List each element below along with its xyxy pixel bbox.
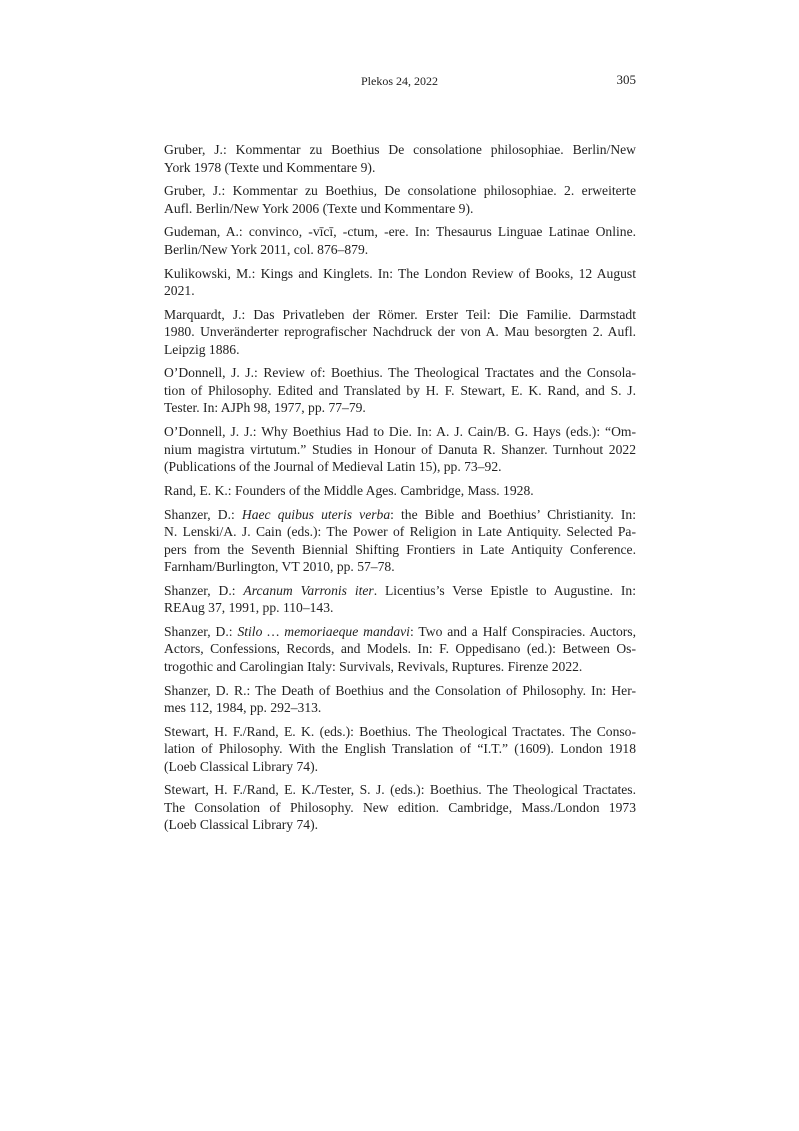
entry-line — [164, 306, 636, 324]
entry-text: Gudeman, A.: convinco, -vīcī, -ctum, -ere. In: Thesaurus Linguae Latinae Online. — [164, 224, 636, 240]
entry-line — [164, 541, 636, 559]
entry-line — [164, 200, 636, 218]
bibliography-entry — [164, 306, 636, 359]
entry-text: Stewart, H. F./Rand, E. K. (eds.): Boethius. The Theological Tractates. The Conso- — [164, 723, 636, 739]
entry-text: nium magistra virtutum.” Studies in Honour of Danuta R. Shanzer. Turnhout 2022 — [164, 441, 636, 457]
entry-text: Actors, Confessions, Records, and Models. In: F. Oppedisano (ed.): Between Os- — [164, 641, 636, 657]
entry-line — [164, 159, 636, 177]
entry-text: trogothic and Carolingian Italy: Survivals, Revivals, Ruptures. Firenze 2022. — [164, 658, 583, 674]
entry-text: tion of Philosophy. Edited and Translated by H. F. Stewart, E. K. Rand, and S. J. — [164, 382, 636, 398]
entry-text: . Licentius’s Verse Epistle to Augustine. In: — [373, 582, 636, 598]
entry-text: Stewart, H. F./Rand, E. K./Tester, S. J. (eds.): Boethius. The Theological Tractates. — [164, 782, 636, 798]
entry-text: (Loeb Classical Library 74). — [164, 758, 319, 774]
entry-text: Gruber, J.: Kommentar zu Boethius De consolatione philosophiae. Berlin/New — [164, 142, 636, 157]
bibliography-entry — [164, 506, 636, 576]
bibliography-entry — [164, 781, 636, 834]
bibliography-entry — [164, 623, 636, 676]
entry-text: Shanzer, D.: — [164, 582, 244, 598]
entry-line — [164, 506, 636, 524]
entry-text: : the Bible and Boethius’ Christianity. In: — [390, 506, 637, 522]
entry-text: lation of Philosophy. With the English Translation of “I.T.” (1609). London 1918 — [164, 741, 636, 757]
entry-line — [164, 723, 636, 741]
entry-line — [164, 241, 636, 259]
entry-line — [164, 223, 636, 241]
entry-line — [164, 582, 636, 600]
entry-text: Marquardt, J.: Das Privatleben der Römer. Erster Teil: Die Familie. Darmstadt — [164, 306, 636, 322]
entry-line — [164, 640, 636, 658]
entry-line — [164, 441, 636, 459]
entry-text: Tester. In: AJPh 98, 1977, pp. 77–79. — [164, 400, 366, 416]
entry-text: pers from the Seventh Biennial Shifting Frontiers in Late Antiquity Conference. — [164, 541, 636, 557]
entry-text: Shanzer, D.: — [164, 506, 242, 522]
entry-line — [164, 182, 636, 200]
entry-text: Shanzer, D. R.: The Death of Boethius and the Consolation of Philosophy. In: Her- — [164, 682, 636, 698]
entry-text: (Publications of the Journal of Medieval Latin 15), pp. 73–92. — [164, 459, 502, 475]
entry-line — [164, 282, 636, 300]
entry-text: N. Lenski/A. J. Cain (eds.): The Power of Religion in Late Antiquity. Selected Pa- — [164, 524, 636, 539]
entry-line — [164, 699, 636, 717]
entry-text: O’Donnell, J. J.: Why Boethius Had to Die. In: A. J. Cain/B. G. Hays (eds.): “Om- — [164, 424, 636, 440]
entry-line — [164, 758, 636, 776]
italic-title: Stilo … memoriaeque mandavi — [237, 623, 410, 639]
entry-line — [164, 364, 636, 382]
running-header: Plekos 24, 2022 — [360, 74, 438, 88]
entry-text: Aufl. Berlin/New York 2006 (Texte und Kommentare 9). — [164, 200, 474, 216]
entry-line — [164, 341, 636, 359]
entry-line — [164, 816, 636, 834]
entry-text: York 1978 (Texte und Kommentare 9). — [164, 159, 376, 175]
bibliography-entry — [164, 582, 636, 617]
entry-text: Gruber, J.: Kommentar zu Boethius, De consolatione philosophiae. 2. erweiterte — [164, 183, 636, 199]
entry-line — [164, 382, 636, 400]
entry-line — [164, 323, 636, 341]
entry-text: REAug 37, 1991, pp. 110–143. — [164, 600, 334, 616]
entry-line — [164, 658, 636, 676]
entry-text: (Loeb Classical Library 74). — [164, 817, 319, 833]
entry-line — [164, 141, 636, 159]
bibliography-entry — [164, 223, 636, 258]
entry-line — [164, 781, 636, 799]
bibliography-list — [164, 141, 636, 840]
entry-line — [164, 423, 636, 441]
bibliography-entry — [164, 364, 636, 417]
entry-text: Berlin/New York 2011, col. 876–879. — [164, 241, 369, 257]
entry-line — [164, 482, 636, 500]
entry-text: O’Donnell, J. J.: Review of: Boethius. The Theological Tractates and the Consola- — [164, 365, 636, 381]
entry-line — [164, 740, 636, 758]
entry-text: 1980. Unveränderter reprografischer Nachdruck der von A. Mau besorgten 2. Aufl. — [164, 324, 636, 340]
entry-line — [164, 599, 636, 617]
bibliography-entry — [164, 482, 636, 500]
entry-line — [164, 399, 636, 417]
entry-text: : Two and a Half Conspiracies. Auctors, — [409, 623, 636, 639]
entry-text: 2021. — [164, 283, 195, 299]
entry-text: The Consolation of Philosophy. New edition. Cambridge, Mass./London 1973 — [164, 799, 636, 815]
bibliography-entry — [164, 141, 636, 176]
entry-text: Leipzig 1886. — [164, 341, 240, 357]
entry-line — [164, 623, 636, 641]
italic-title: Arcanum Varronis iter — [243, 582, 374, 598]
entry-line — [164, 799, 636, 817]
entry-text: mes 112, 1984, pp. 292–313. — [164, 700, 322, 716]
entry-line — [164, 265, 636, 283]
entry-line — [164, 682, 636, 700]
entry-line — [164, 458, 636, 476]
entry-text: Kulikowski, M.: Kings and Kinglets. In: The London Review of Books, 12 August — [164, 265, 636, 281]
entry-text: Rand, E. K.: Founders of the Middle Ages. Cambridge, Mass. 1928. — [164, 482, 534, 498]
entry-line — [164, 523, 636, 541]
entry-text: Farnham/Burlington, VT 2010, pp. 57–78. — [164, 559, 395, 574]
page-number: 305 — [616, 72, 636, 87]
italic-title: Haec quibus uteris verba — [241, 506, 391, 522]
bibliography-entry — [164, 423, 636, 476]
bibliography-entry — [164, 682, 636, 717]
entry-line — [164, 558, 636, 576]
entry-text: Shanzer, D.: — [164, 623, 238, 639]
bibliography-entry — [164, 182, 636, 217]
bibliography-entry — [164, 723, 636, 776]
bibliography-entry — [164, 265, 636, 300]
